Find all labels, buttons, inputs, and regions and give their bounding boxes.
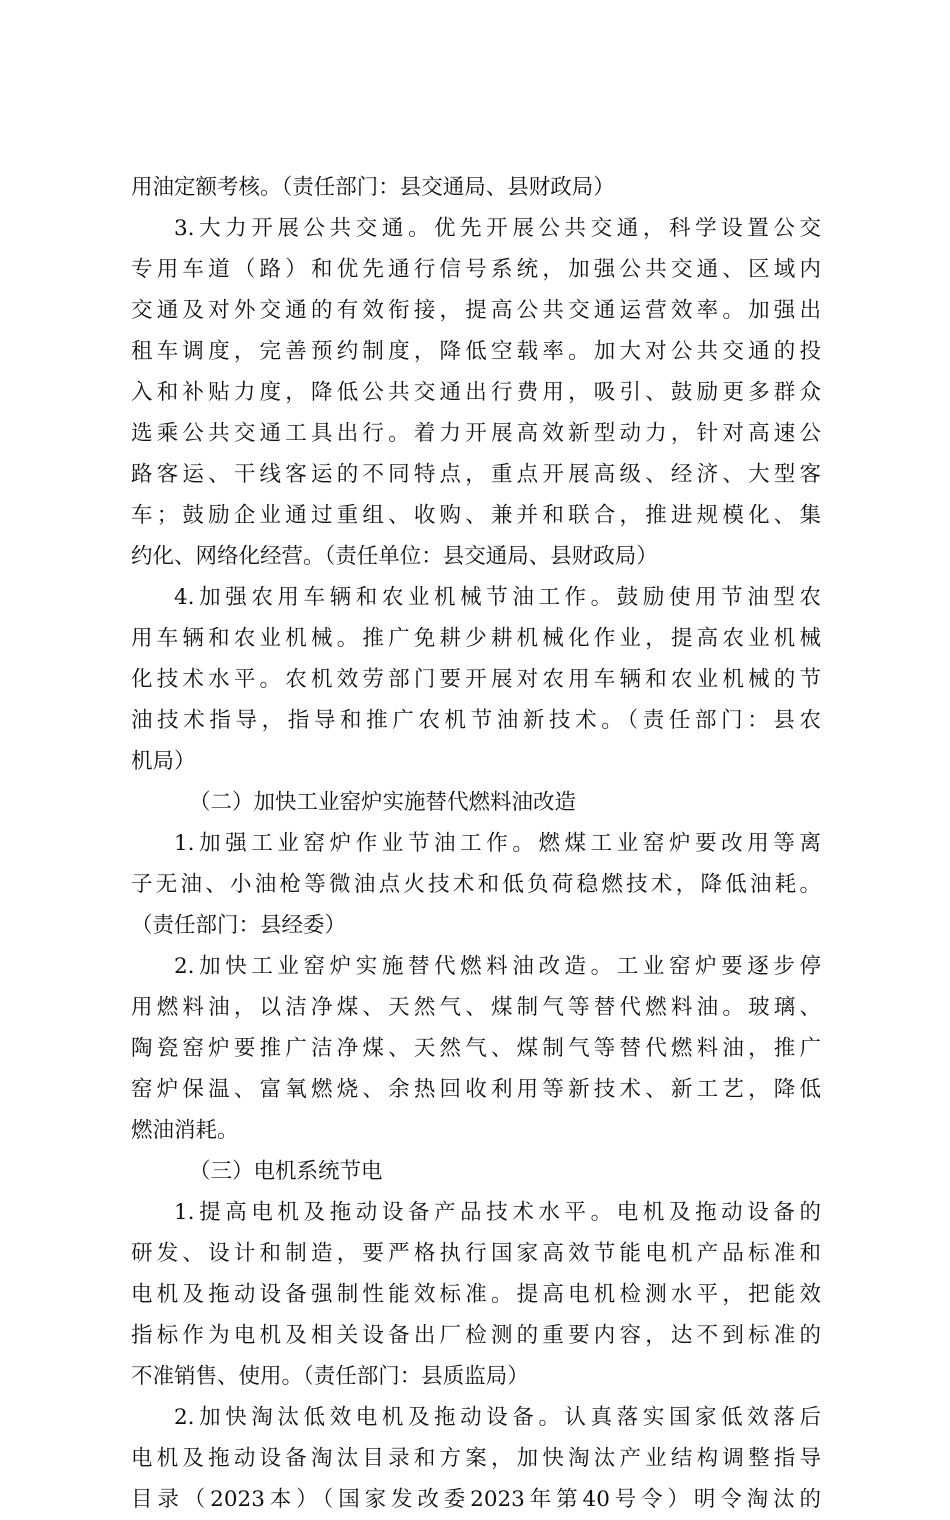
section-heading-line: （三）电机系统节电 bbox=[189, 1159, 383, 1184]
paragraph-line: 燃油消耗。 bbox=[131, 1118, 239, 1143]
paragraph-line: 2.加快工业窑炉实施替代燃料油改造。工业窑炉要逐步停 bbox=[174, 954, 821, 979]
paragraph-line: 机局） bbox=[131, 749, 196, 774]
paragraph-line: 电机及拖动设备强制性能效标准。提高电机检测水平，把能效 bbox=[131, 1282, 821, 1307]
paragraph-line: 目录（2023本）（国家发改委2023年第40号令）明令淘汰的 bbox=[131, 1487, 821, 1512]
paragraph-line: 用油定额考核。（责任部门：县交通局、县财政局） bbox=[131, 175, 615, 200]
paragraph-line: 4.加强农用车辆和农业机械节油工作。鼓励使用节油型农 bbox=[174, 585, 821, 610]
paragraph-line: 2.加快淘汰低效电机及拖动设备。认真落实国家低效落后 bbox=[174, 1405, 821, 1430]
paragraph-line: 选乘公共交通工具出行。着力开展高效新型动力，针对高速公 bbox=[131, 421, 821, 446]
paragraph-line: 油技术指导，指导和推广农机节油新技术。（责任部门：县农 bbox=[131, 708, 821, 733]
paragraph-line: 车；鼓励企业通过重组、收购、兼并和联合，推进规模化、集 bbox=[131, 503, 821, 528]
paragraph-line: 不准销售、使用。（责任部门：县质监局） bbox=[131, 1364, 529, 1389]
paragraph-line: 入和补贴力度，降低公共交通出行费用，吸引、鼓励更多群众 bbox=[131, 380, 821, 405]
paragraph-line: 用车辆和农业机械。推广免耕少耕机械化作业，提高农业机械 bbox=[131, 626, 821, 651]
paragraph-line: 1.提高电机及拖动设备产品技术水平。电机及拖动设备的 bbox=[174, 1200, 821, 1225]
paragraph-line: 3.大力开展公共交通。优先开展公共交通，科学设置公交 bbox=[174, 216, 821, 241]
paragraph-line: 专用车道（路）和优先通行信号系统，加强公共交通、区域内 bbox=[131, 257, 821, 282]
paragraph-line: 化技术水平。农机效劳部门要开展对农用车辆和农业机械的节 bbox=[131, 667, 821, 692]
paragraph-line: （责任部门：县经委） bbox=[131, 913, 347, 938]
paragraph-line: 1.加强工业窑炉作业节油工作。燃煤工业窑炉要改用等离 bbox=[174, 831, 821, 856]
paragraph-line: 约化、网络化经营。（责任单位：县交通局、县财政局） bbox=[131, 544, 658, 569]
paragraph-line: 交通及对外交通的有效衔接，提高公共交通运营效率。加强出 bbox=[131, 298, 821, 323]
paragraph-line: 用燃料油，以洁净煤、天然气、煤制气等替代燃料油。玻璃、 bbox=[131, 995, 821, 1020]
section-heading-line: （二）加快工业窑炉实施替代燃料油改造 bbox=[189, 790, 577, 815]
document-body bbox=[131, 167, 821, 1520]
paragraph-line: 指标作为电机及相关设备出厂检测的重要内容，达不到标准的 bbox=[131, 1323, 821, 1348]
paragraph-line: 窑炉保温、富氧燃烧、余热回收利用等新技术、新工艺，降低 bbox=[131, 1077, 821, 1102]
paragraph-line: 路客运、干线客运的不同特点，重点开展高级、经济、大型客 bbox=[131, 462, 821, 487]
paragraph-line: 电机及拖动设备淘汰目录和方案，加快淘汰产业结构调整指导 bbox=[131, 1446, 821, 1471]
paragraph-line: 子无油、小油枪等微油点火技术和低负荷稳燃技术，降低油耗。 bbox=[131, 872, 821, 897]
paragraph-line: 陶瓷窑炉要推广洁净煤、天然气、煤制气等替代燃料油，推广 bbox=[131, 1036, 821, 1061]
paragraph-line: 租车调度，完善预约制度，降低空载率。加大对公共交通的投 bbox=[131, 339, 821, 364]
paragraph-line: 研发、设计和制造，要严格执行国家高效节能电机产品标准和 bbox=[131, 1241, 821, 1266]
